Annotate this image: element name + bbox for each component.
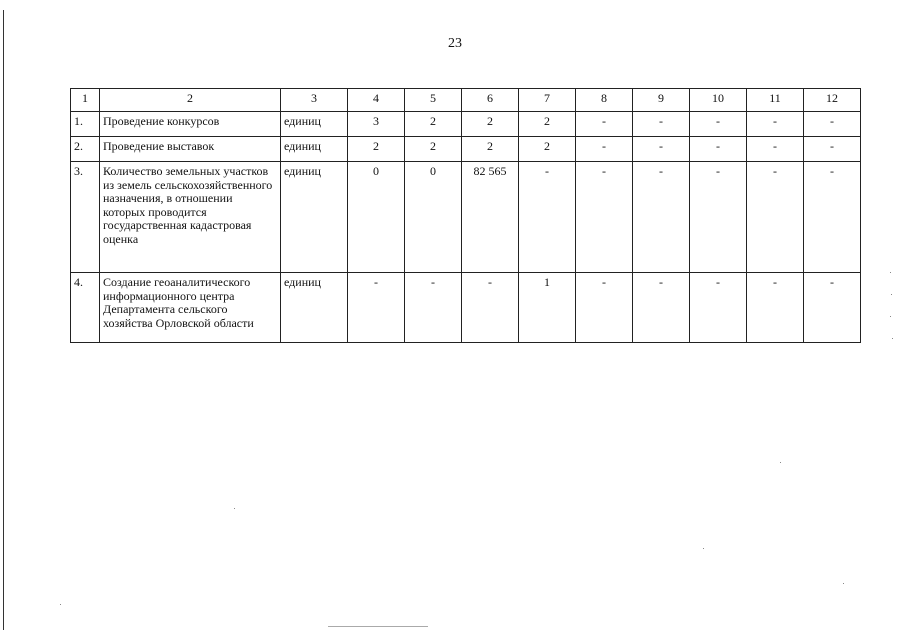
header-cell: 11 [747, 89, 804, 112]
header-cell: 8 [576, 89, 633, 112]
value-cell: 2 [519, 112, 576, 137]
table-row [71, 137, 861, 162]
value-cell: 2 [405, 112, 462, 137]
value-cell: - [576, 137, 633, 162]
value-cell: - [576, 162, 633, 273]
value-cell: - [405, 273, 462, 343]
value-cell: 2 [405, 137, 462, 162]
value-cell: 82 565 [462, 162, 519, 273]
row-name: Количество земельных участков из земель сельскохозяйственного назначения, в отношении которых проводится государственная кадастровая оценка [100, 162, 281, 273]
header-cell: 7 [519, 89, 576, 112]
value-cell: 0 [348, 162, 405, 273]
scan-mark [328, 626, 428, 627]
value-cell: 2 [462, 137, 519, 162]
row-unit: единиц [281, 273, 348, 343]
row-unit: единиц [281, 112, 348, 137]
table-row [71, 273, 861, 343]
value-cell: 2 [462, 112, 519, 137]
header-cell: 5 [405, 89, 462, 112]
value-cell: 2 [519, 137, 576, 162]
row-name: Создание геоаналитического информационного центра Департамента сельского хозяйства Орловской области [100, 273, 281, 343]
row-number: 4. [71, 273, 100, 343]
value-cell: - [348, 273, 405, 343]
row-number: 1. [71, 112, 100, 137]
row-name: Проведение конкурсов [100, 112, 281, 137]
row-number: 3. [71, 162, 100, 273]
row-unit: единиц [281, 162, 348, 273]
value-cell: - [747, 273, 804, 343]
indicators-table [70, 88, 861, 343]
value-cell: 1 [519, 273, 576, 343]
header-cell: 9 [633, 89, 690, 112]
row-unit: единиц [281, 137, 348, 162]
value-cell: - [576, 273, 633, 343]
margin-rule [3, 10, 4, 630]
header-row [71, 89, 861, 112]
row-number: 2. [71, 137, 100, 162]
value-cell: - [690, 137, 747, 162]
header-cell: 6 [462, 89, 519, 112]
page-number: 23 [448, 36, 462, 51]
value-cell: - [804, 162, 861, 273]
value-cell: - [633, 137, 690, 162]
header-cell: 3 [281, 89, 348, 112]
value-cell: 0 [405, 162, 462, 273]
value-cell: 3 [348, 112, 405, 137]
value-cell: 2 [348, 137, 405, 162]
row-name: Проведение выставок [100, 137, 281, 162]
table-row [71, 162, 861, 273]
value-cell: - [576, 112, 633, 137]
value-cell: - [690, 273, 747, 343]
value-cell: - [633, 112, 690, 137]
value-cell: - [633, 273, 690, 343]
value-cell: - [804, 112, 861, 137]
value-cell: - [690, 112, 747, 137]
header-cell: 10 [690, 89, 747, 112]
value-cell: - [747, 112, 804, 137]
value-cell: - [804, 273, 861, 343]
table-row [71, 112, 861, 137]
header-cell: 12 [804, 89, 861, 112]
header-cell: 2 [100, 89, 281, 112]
header-cell: 1 [71, 89, 100, 112]
value-cell: - [633, 162, 690, 273]
value-cell: - [804, 137, 861, 162]
value-cell: - [462, 273, 519, 343]
value-cell: - [747, 137, 804, 162]
value-cell: - [519, 162, 576, 273]
header-cell: 4 [348, 89, 405, 112]
value-cell: - [747, 162, 804, 273]
value-cell: - [690, 162, 747, 273]
